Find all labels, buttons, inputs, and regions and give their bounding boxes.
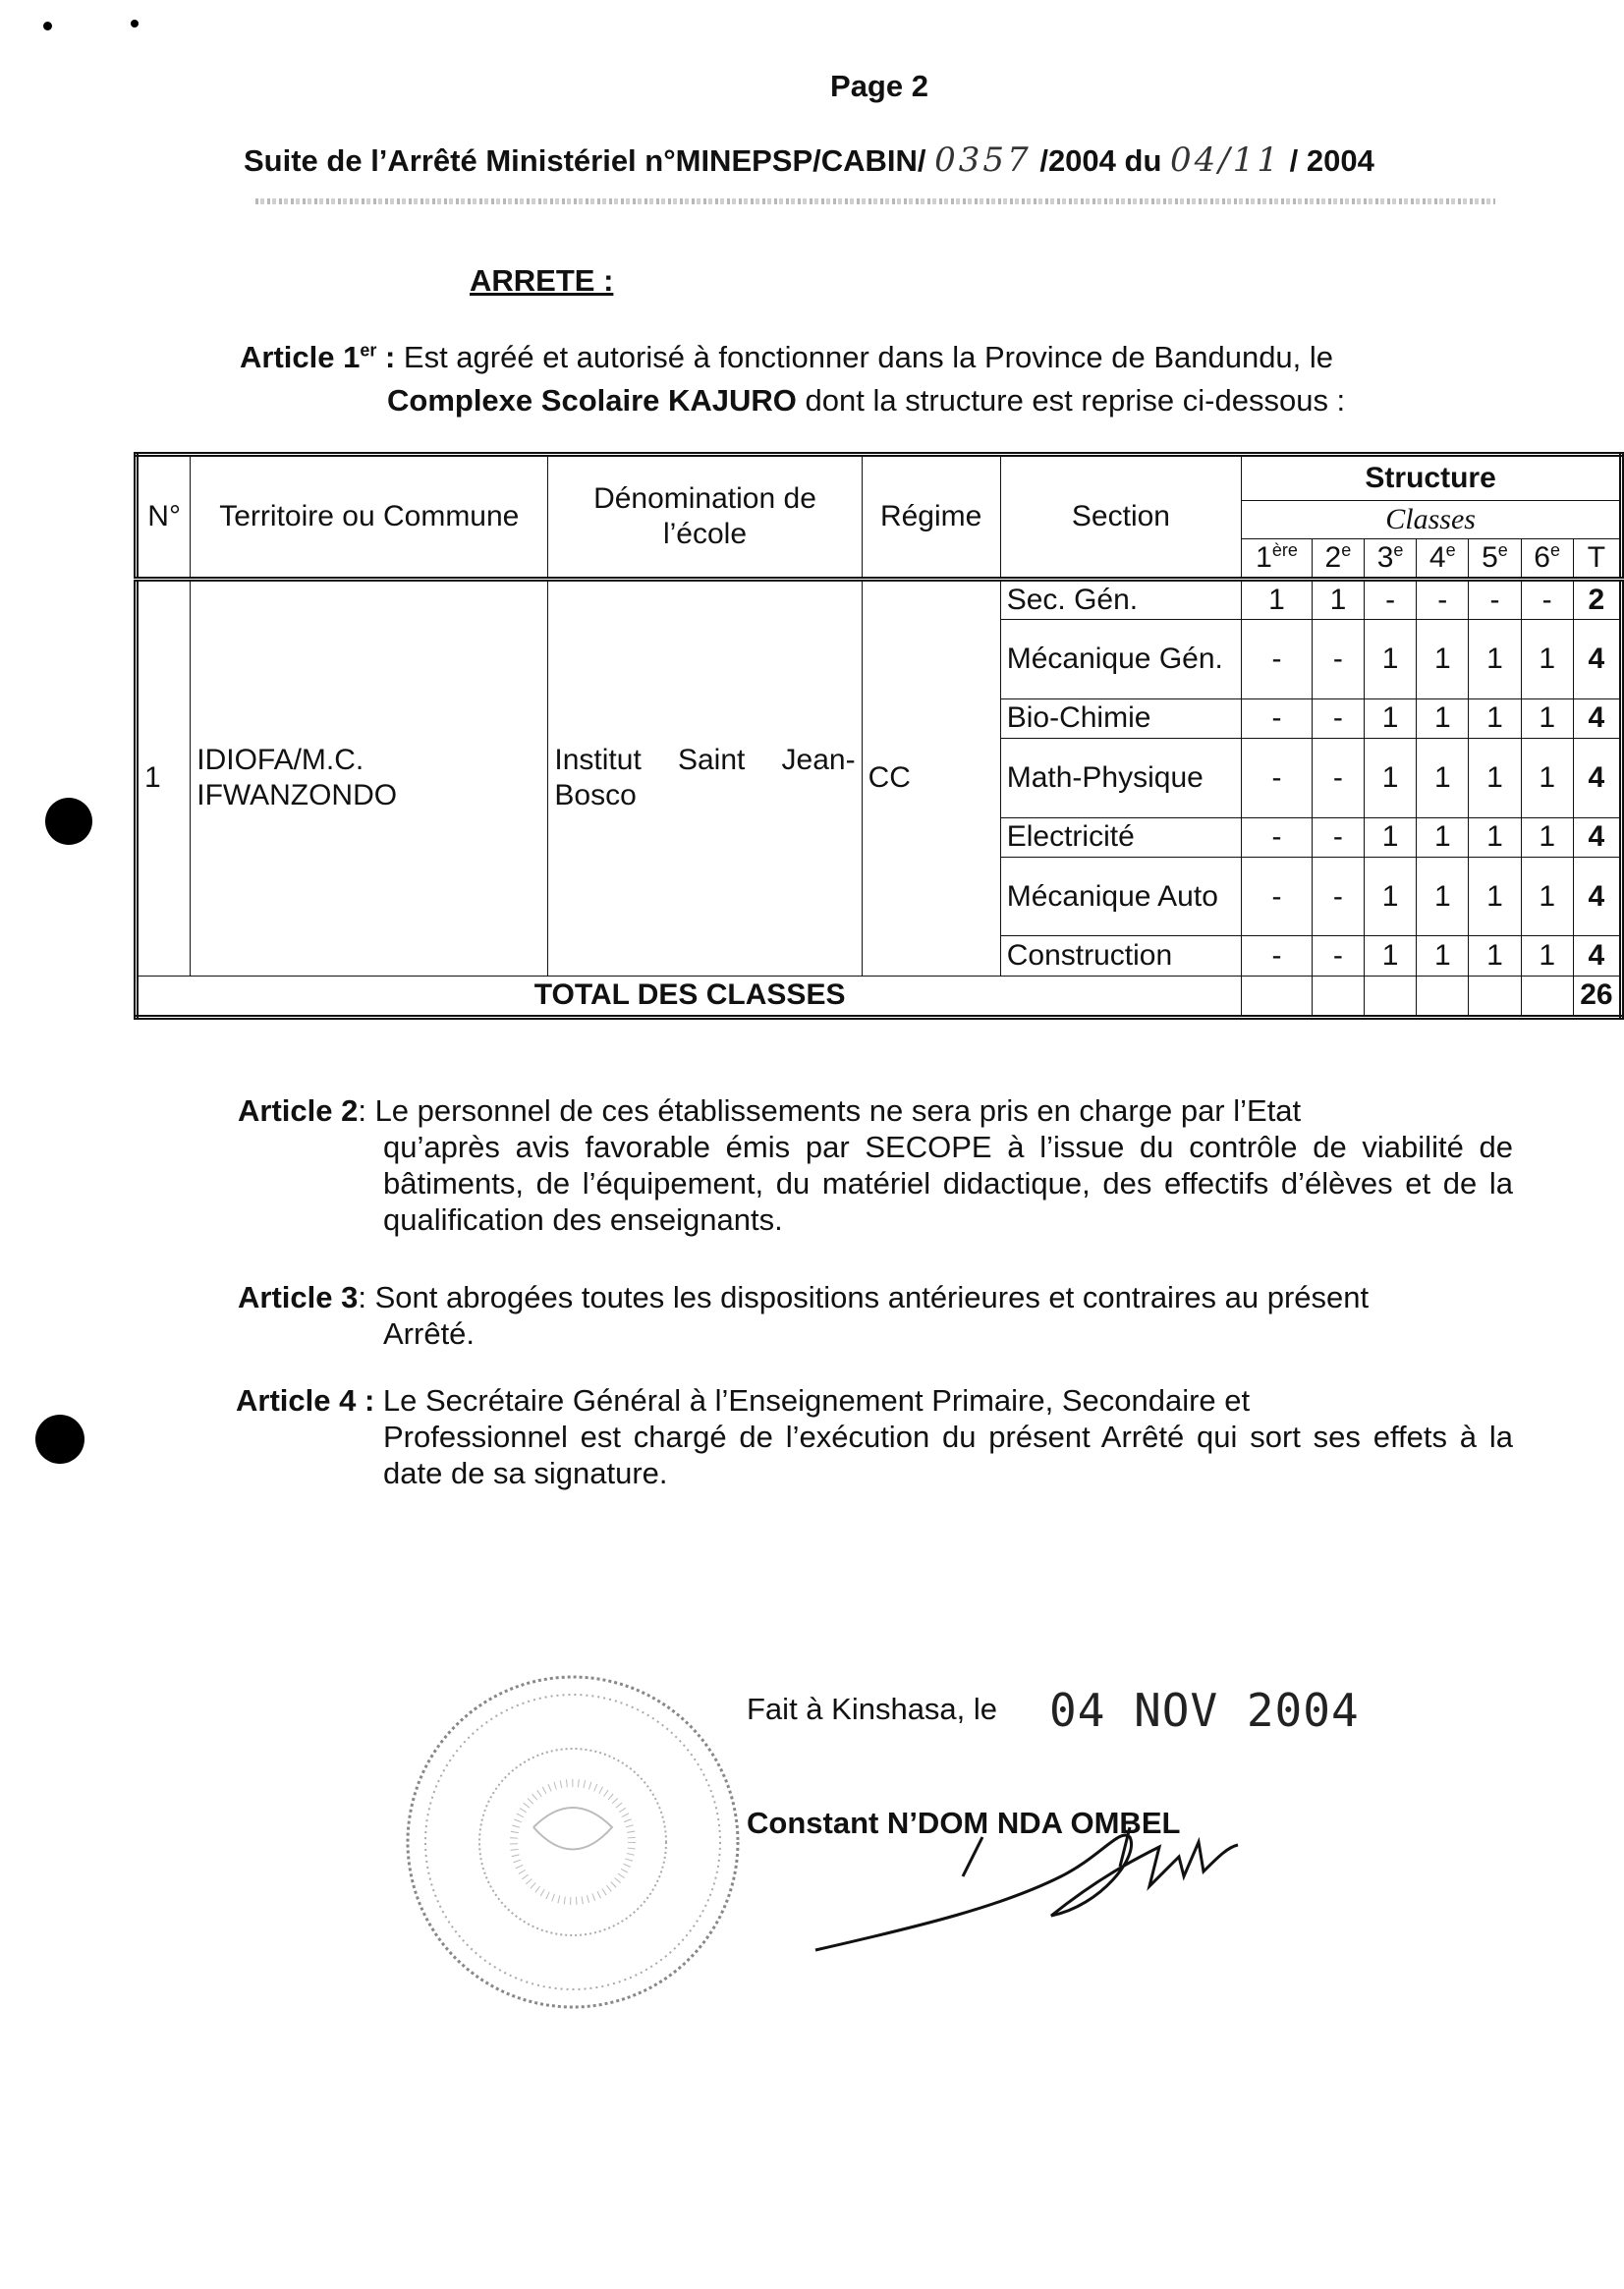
row-denomination: Institut Saint Jean-Bosco [548, 580, 862, 977]
total-label: TOTAL DES CLASSES [137, 976, 1242, 1017]
section-name: Bio-Chimie [1000, 698, 1242, 738]
section-name: Mécanique Auto [1000, 857, 1242, 935]
class-count-2: - [1312, 698, 1364, 738]
section-total: 4 [1573, 817, 1621, 857]
school-name: Complexe Scolaire KAJURO [387, 383, 797, 418]
header-denomination: Dénomination de l’école [548, 455, 862, 580]
article-1-text: Est agréé et autorisé à fonctionner dans la Province de Bandundu, le [395, 340, 1334, 374]
class-count-5: 1 [1469, 817, 1521, 857]
header-col-3: 3e [1365, 538, 1417, 579]
article-1-label: Article 1er : [240, 340, 396, 374]
class-count-4: 1 [1417, 817, 1469, 857]
class-count-5: - [1469, 580, 1521, 620]
class-count-2: - [1312, 936, 1364, 976]
class-count-3: 1 [1365, 620, 1417, 698]
article-4: Article 4 : Le Secrétaire Général à l’Enseignement Primaire, Secondaire et Professionnel est chargé de l’exécution du présent Arrêté qui sort ses effets à la date de sa signature. [236, 1383, 1513, 1490]
header-col-6: 6e [1521, 538, 1573, 579]
class-count-6: 1 [1521, 620, 1573, 698]
class-count-1: - [1242, 857, 1313, 935]
article-1 [240, 336, 1527, 422]
article-4-text: Professionnel est chargé de l’exécution du présent Arrêté qui sort ses effets à la date de sa signature. [383, 1420, 1513, 1490]
header-col-2: 2e [1312, 538, 1364, 579]
class-count-4: 1 [1417, 936, 1469, 976]
structure-table-grid [134, 452, 1624, 1020]
header-classes: Classes [1242, 500, 1622, 538]
class-count-3: 1 [1365, 698, 1417, 738]
class-count-6: 1 [1521, 936, 1573, 976]
class-count-5: 1 [1469, 620, 1521, 698]
header-territoire: Territoire ou Commune [191, 455, 548, 580]
article-2: Article 2: Le personnel de ces établissements ne sera pris en charge par l’Etat qu’après avis favorable émis par SECOPE à l’issue du contrôle de viabilité de bâtiments, de l’équipement, du matériel didactique, des effectifs d’élèves et de la qualification des enseignants. [238, 1093, 1513, 1237]
class-count-5: 1 [1469, 739, 1521, 817]
total-value: 26 [1573, 976, 1621, 1017]
header-col-4: 4e [1417, 538, 1469, 579]
handwritten-ref-number: 0357 [934, 140, 1032, 180]
row-regime: CC [862, 580, 1000, 977]
row-num: 1 [137, 580, 191, 977]
article-2-label: Article 2 [238, 1093, 359, 1128]
class-count-4: - [1417, 580, 1469, 620]
class-count-1: - [1242, 739, 1313, 817]
class-count-1: - [1242, 936, 1313, 976]
header-section: Section [1000, 455, 1242, 580]
punch-hole-lower [35, 1415, 84, 1464]
ref-suffix: / 2004 [1289, 143, 1374, 178]
header-col-7: T [1573, 538, 1621, 579]
section-total: 4 [1573, 698, 1621, 738]
article-3: Article 3: Sont abrogées toutes les dispositions antérieures et contraires au présent Arrêté. [238, 1279, 1515, 1352]
section-name: Mécanique Gén. [1000, 620, 1242, 698]
arrete-heading: ARRETE : [470, 263, 614, 298]
signature-place: Fait à Kinshasa, le [747, 1692, 998, 1726]
class-count-1: 1 [1242, 580, 1313, 620]
class-count-1: - [1242, 817, 1313, 857]
class-count-2: - [1312, 620, 1364, 698]
class-count-1: - [1242, 698, 1313, 738]
header-regime: Régime [862, 455, 1000, 580]
section-name: Electricité [1000, 817, 1242, 857]
signer-name: Constant N’DOM NDA OMBEL [747, 1806, 1181, 1840]
header-col-5: 5e [1469, 538, 1521, 579]
class-count-4: 1 [1417, 857, 1469, 935]
punch-hole-top-2 [131, 20, 139, 28]
article-1-line2: Complexe Scolaire KAJURO dont la structure est reprise ci-dessous : [387, 383, 1346, 418]
class-count-2: - [1312, 817, 1364, 857]
class-count-6: 1 [1521, 817, 1573, 857]
section-total: 4 [1573, 936, 1621, 976]
scan-separator-line [255, 198, 1495, 204]
header-structure: Structure [1242, 455, 1622, 501]
class-count-4: 1 [1417, 620, 1469, 698]
ref-prefix: Suite de l’Arrêté Ministériel n°MINEPSP/CABIN/ [244, 143, 926, 178]
class-count-5: 1 [1469, 936, 1521, 976]
class-count-1: - [1242, 620, 1313, 698]
article-4-label: Article 4 : [236, 1383, 375, 1418]
table-row [137, 580, 1622, 620]
class-count-3: 1 [1365, 857, 1417, 935]
article-2-text: qu’après avis favorable émis par SECOPE à l’issue du contrôle de viabilité de bâtiments, de l’équipement, du matériel didactique, des effectifs d’élèves et de la qualification des enseignants. [383, 1130, 1513, 1237]
ref-year: /2004 du [1039, 143, 1162, 178]
handwritten-signature [806, 1817, 1248, 1965]
class-count-2: - [1312, 739, 1364, 817]
class-count-3: 1 [1365, 739, 1417, 817]
section-total: 2 [1573, 580, 1621, 620]
section-total: 4 [1573, 620, 1621, 698]
section-name: Sec. Gén. [1000, 580, 1242, 620]
class-count-2: 1 [1312, 580, 1364, 620]
header-num: N° [137, 455, 191, 580]
punch-hole-top [43, 22, 52, 30]
date-stamp: 04 NOV 2004 [1049, 1684, 1360, 1737]
section-total: 4 [1573, 857, 1621, 935]
class-count-6: - [1521, 580, 1573, 620]
section-name: Math-Physique [1000, 739, 1242, 817]
handwritten-ref-date: 04/11 [1170, 140, 1281, 180]
class-count-3: - [1365, 580, 1417, 620]
class-count-6: 1 [1521, 698, 1573, 738]
class-count-6: 1 [1521, 739, 1573, 817]
class-count-4: 1 [1417, 739, 1469, 817]
section-total: 4 [1573, 739, 1621, 817]
class-count-3: 1 [1365, 817, 1417, 857]
class-count-2: - [1312, 857, 1364, 935]
punch-hole-middle [45, 798, 92, 845]
class-count-5: 1 [1469, 698, 1521, 738]
class-count-5: 1 [1469, 857, 1521, 935]
class-count-6: 1 [1521, 857, 1573, 935]
page-number: Page 2 [830, 69, 928, 103]
class-count-3: 1 [1365, 936, 1417, 976]
official-seal [401, 1670, 745, 2014]
row-territoire: IDIOFA/M.C. IFWANZONDO [191, 580, 548, 977]
section-name: Construction [1000, 936, 1242, 976]
arrete-reference [244, 140, 1374, 180]
article-3-label: Article 3 [238, 1280, 359, 1314]
article-3-text: Arrêté. [383, 1316, 476, 1351]
header-col-1: 1ère [1242, 538, 1313, 579]
class-count-4: 1 [1417, 698, 1469, 738]
structure-table [134, 452, 1624, 1020]
